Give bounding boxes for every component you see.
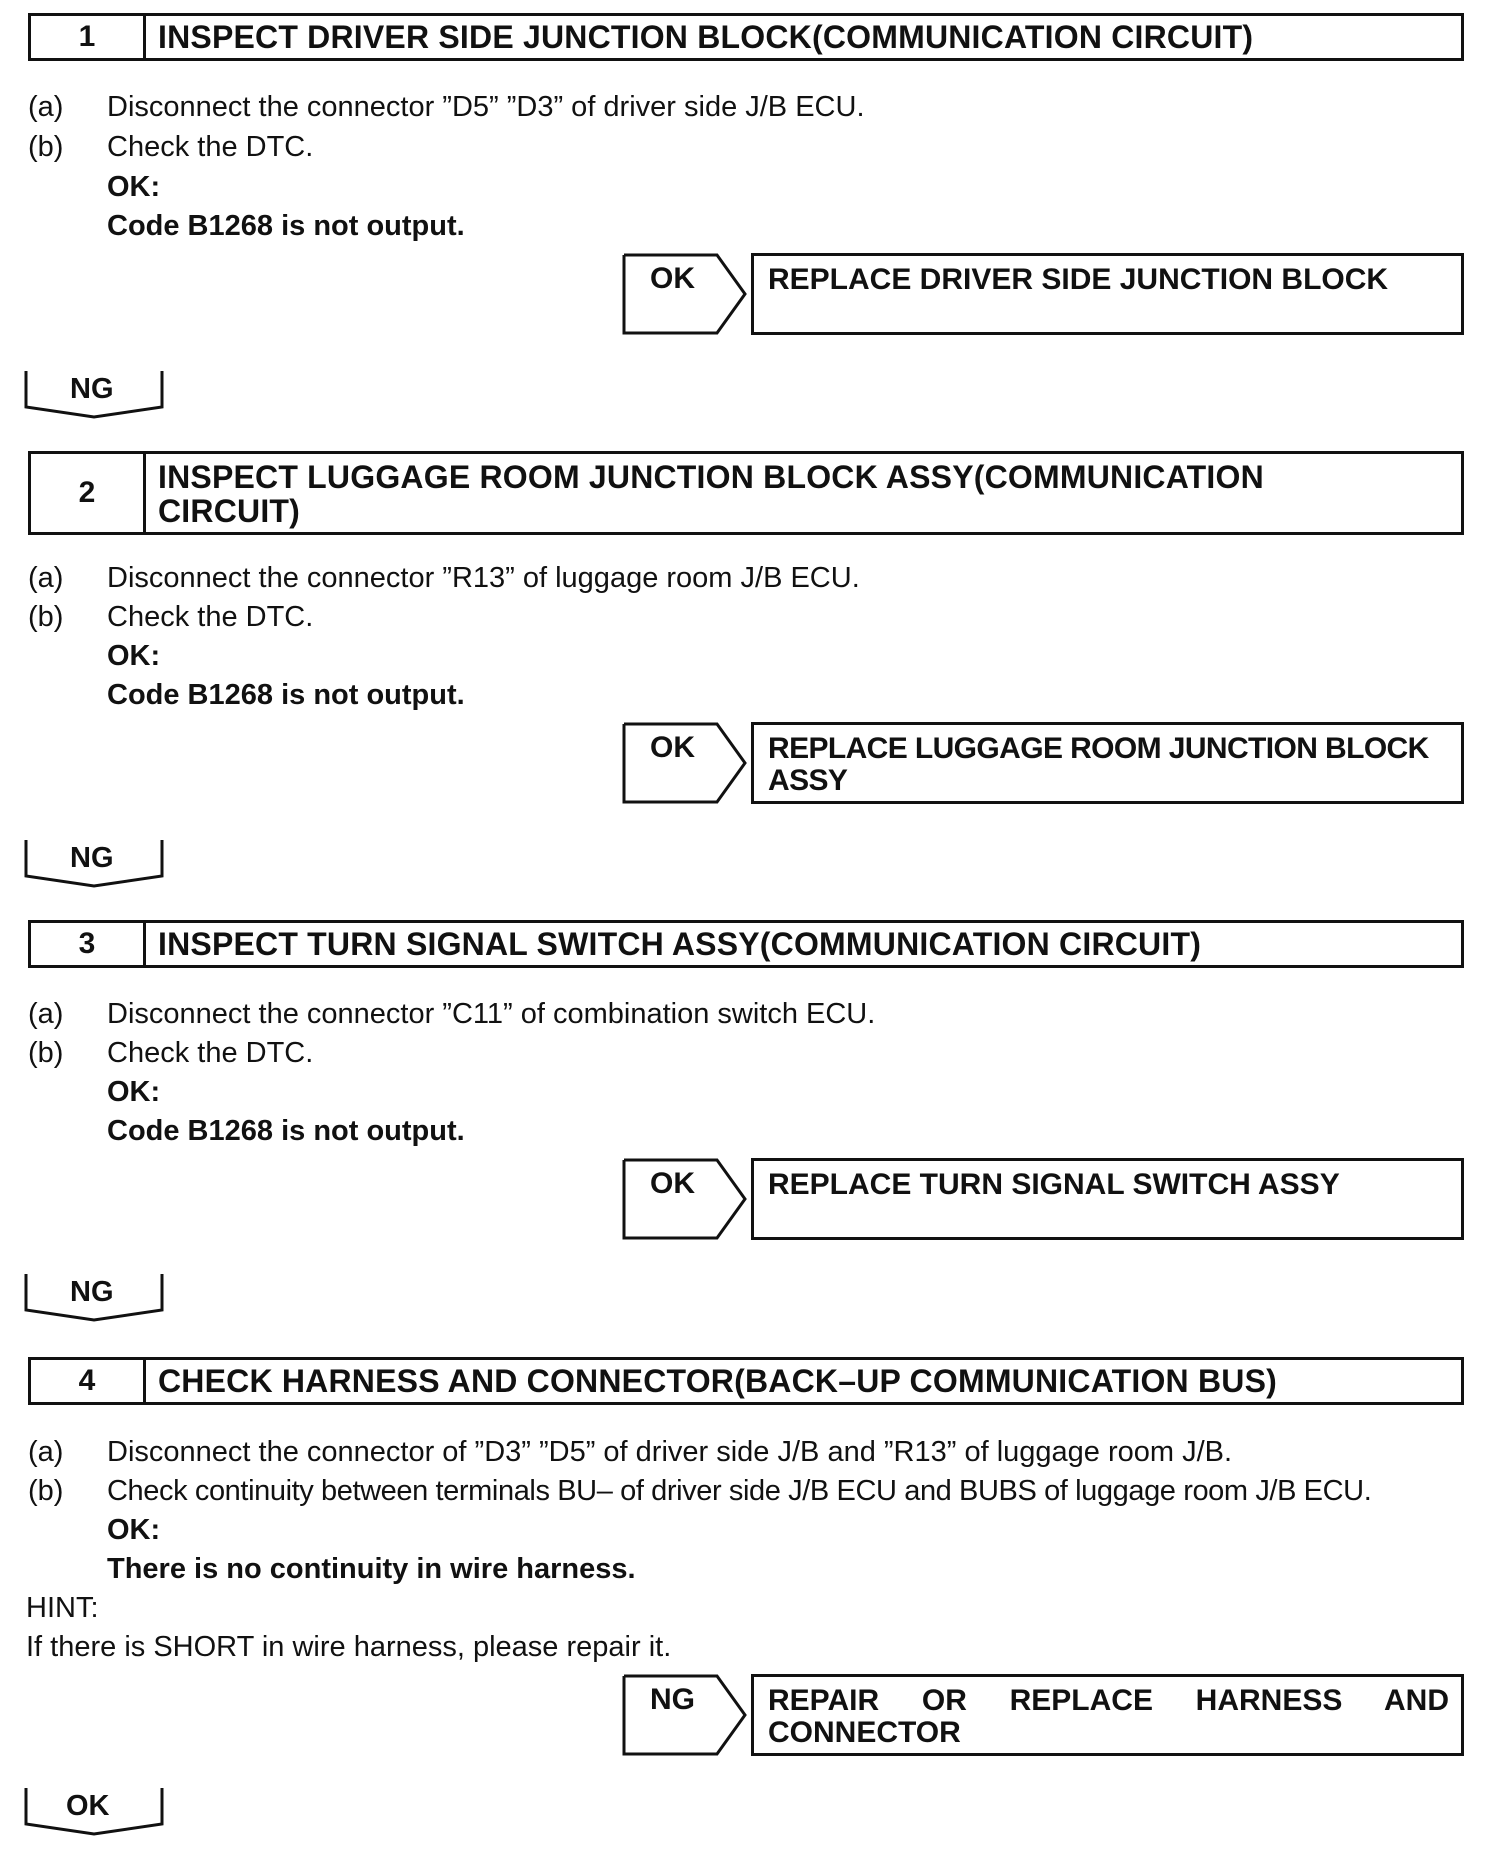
step-number: 2	[31, 454, 146, 532]
step-title: CHECK HARNESS AND CONNECTOR(BACK–UP COMMUNICATION BUS)	[158, 1363, 1277, 1399]
item-label: (b)	[28, 1037, 64, 1069]
result-arrow-label: OK	[650, 1167, 695, 1200]
item-text: Check the DTC.	[107, 131, 314, 163]
step-number: 1	[31, 16, 146, 58]
ng-tab-label: NG	[70, 373, 114, 405]
result-arrow-label: OK	[650, 731, 695, 764]
step-number: 4	[31, 1360, 146, 1402]
item-text: Check continuity between terminals BU– of driver side J/B ECU and BUBS of luggage room J/B ECU.	[107, 1475, 1372, 1507]
step-title: INSPECT LUGGAGE ROOM JUNCTION BLOCK ASSY(COMMUNICATION CIRCUIT)	[158, 459, 1264, 529]
item-text: Disconnect the connector of ”D3” ”D5” of driver side J/B and ”R13” of luggage room J/B.	[107, 1436, 1233, 1468]
ok-condition: Code B1268 is not output.	[107, 679, 465, 711]
hint-text: If there is SHORT in wire harness, please repair it.	[26, 1631, 672, 1663]
step-1-header	[28, 13, 1464, 61]
ng-tab-label: NG	[70, 1276, 114, 1308]
item-label: (b)	[28, 131, 64, 163]
item-text: Check the DTC.	[107, 1037, 314, 1069]
ok-condition: Code B1268 is not output.	[107, 1115, 465, 1147]
step-2-header	[28, 451, 1464, 535]
item-text: Disconnect the connector ”D5” ”D3” of driver side J/B ECU.	[107, 91, 865, 123]
ok-label: OK:	[107, 640, 161, 672]
item-text: Disconnect the connector ”C11” of combination switch ECU.	[107, 998, 876, 1030]
step-number: 3	[31, 923, 146, 965]
item-label: (a)	[28, 562, 64, 594]
result-arrow-label: OK	[650, 262, 695, 295]
ok-condition: There is no continuity in wire harness.	[107, 1553, 636, 1585]
item-text: Disconnect the connector ”R13” of luggage room J/B ECU.	[107, 562, 860, 594]
result-box: REPLACE TURN SIGNAL SWITCH ASSY	[751, 1158, 1464, 1240]
item-label: (b)	[28, 1475, 64, 1507]
step-4-header	[28, 1357, 1464, 1405]
hint-label: HINT:	[26, 1592, 99, 1624]
result-arrow-label: NG	[650, 1683, 695, 1716]
step-title: INSPECT TURN SIGNAL SWITCH ASSY(COMMUNICATION CIRCUIT)	[158, 926, 1202, 962]
ok-tab-label: OK	[66, 1790, 110, 1822]
ok-condition: Code B1268 is not output.	[107, 210, 465, 242]
step-title: INSPECT DRIVER SIDE JUNCTION BLOCK(COMMUNICATION CIRCUIT)	[158, 19, 1254, 55]
result-box: REPLACE DRIVER SIDE JUNCTION BLOCK	[751, 253, 1464, 335]
ok-label: OK:	[107, 1514, 161, 1546]
result-box: REPAIR OR REPLACE HARNESS AND CONNECTOR	[751, 1674, 1464, 1756]
item-text: Check the DTC.	[107, 601, 314, 633]
ok-label: OK:	[107, 171, 161, 203]
ng-tab-label: NG	[70, 842, 114, 874]
item-label: (a)	[28, 91, 64, 123]
result-box: REPLACE LUGGAGE ROOM JUNCTION BLOCK ASSY	[751, 722, 1464, 804]
item-label: (b)	[28, 601, 64, 633]
ok-label: OK:	[107, 1076, 161, 1108]
step-3-header	[28, 920, 1464, 968]
item-label: (a)	[28, 998, 64, 1030]
item-label: (a)	[28, 1436, 64, 1468]
